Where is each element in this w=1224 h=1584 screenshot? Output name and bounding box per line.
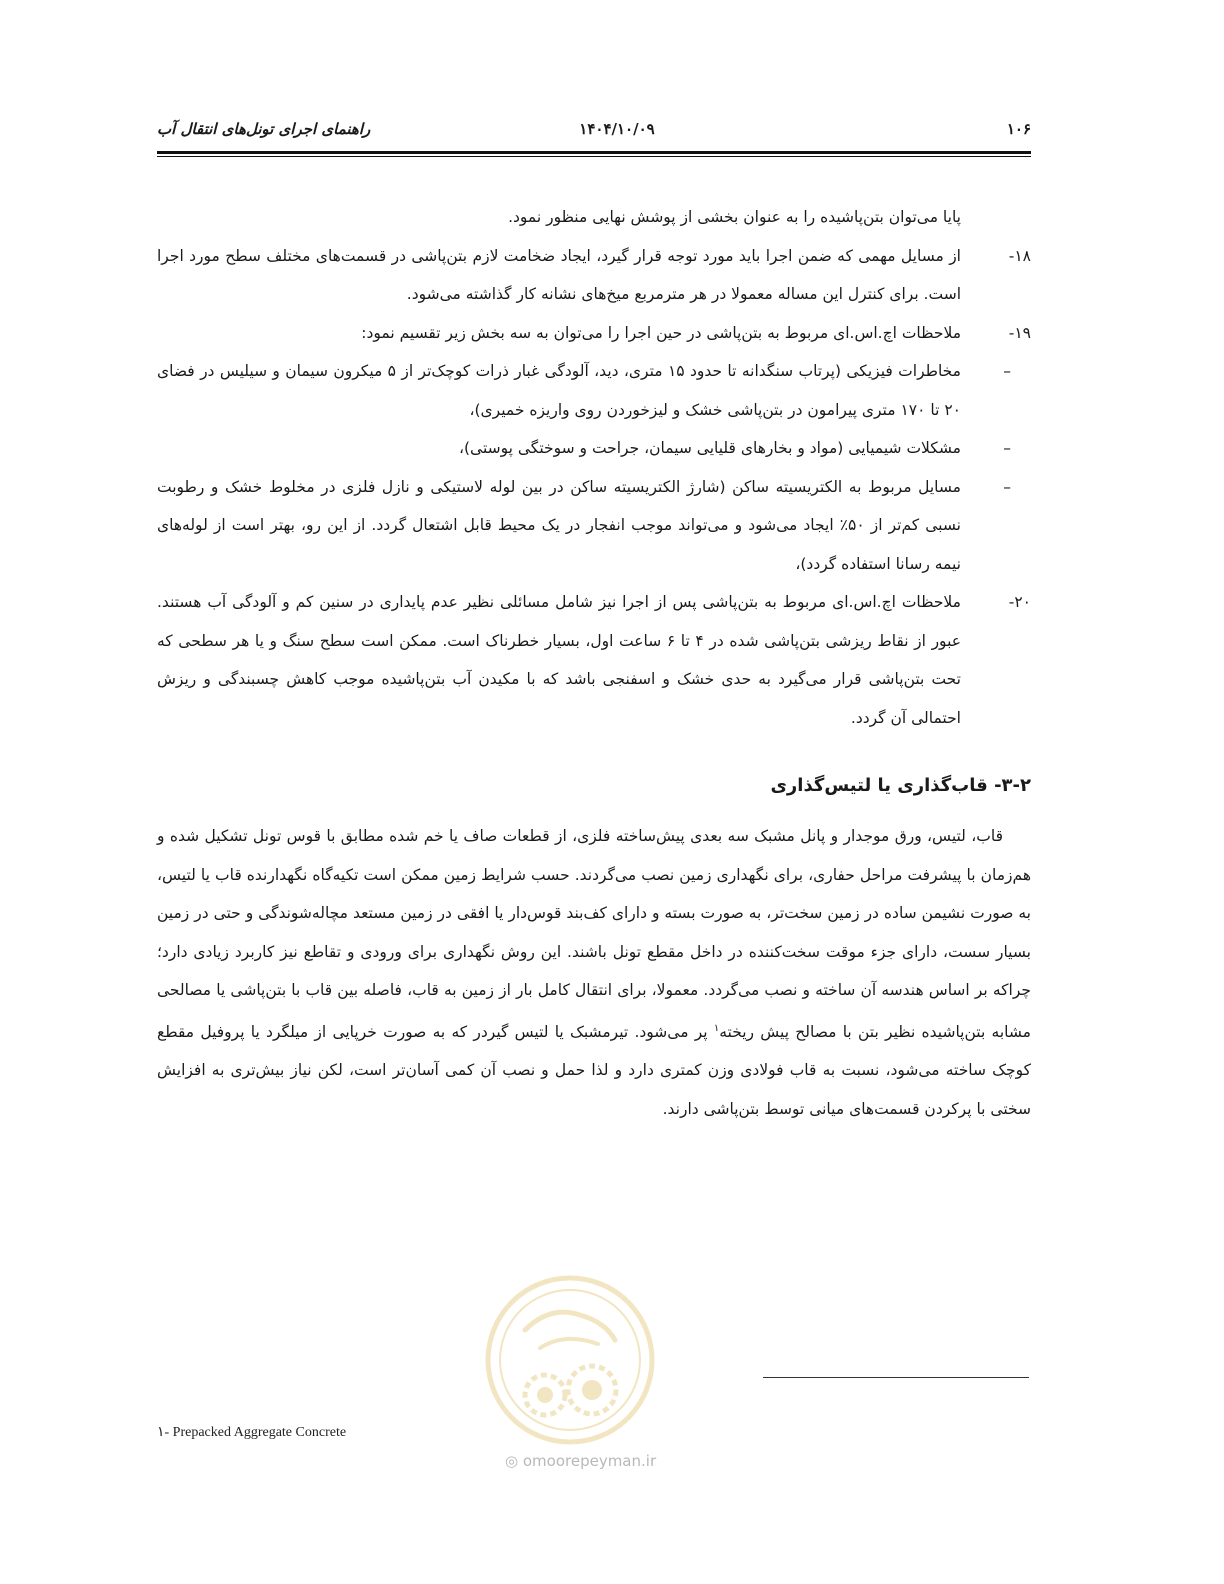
body-content <box>157 198 1031 1128</box>
section-heading: ۳-۲- قاب‌گذاری یا لتیس‌گذاری <box>770 775 1031 796</box>
paragraph-text: قاب، لتیس، ورق موجدار و پانل مشبک سه بعدی پیش‌ساخته فلزی، از قطعات صاف یا خم شده مطابق با قوس تونل تشکیل شده و هم‌زمان با پیشرفت مراحل حفاری، برای نگهداری زمین نصب می‌گردند. حسب شرایط زمین ممکن است تکیه‌گاه نگهدارنده قاب یا لتیس، به صورت نشیمن ساده در زمین سخت‌تر، به صورت بسته و دارای کف‌بند قوس‌دار یا افقی در زمین مستعد مچاله‌شوندگی و حتی در زمین بسیار سست، دارای جزء موقت سخت‌کننده در داخل مقطع تونل باشند. این روش نگهداری برای ورودی و تقاطع نیز کاربرد زیادی دارد؛ چراکه بر اساس هندسه آن ساخته و نصب می‌گردد. معمولا، برای انتقال کامل بار از زمین به قاب، فاصله بین قاب با بتن‌پاشی یا مصالحی مشابه بتن‌پاشیده نظیر بتن با مصالح پیش ریخته <box>157 827 1031 1041</box>
bullet-text: مخاطرات فیزیکی (پرتاب سنگدانه تا حدود ۱۵ متری، دید، آلودگی غبار ذرات کوچک‌تر از ۵ میکرون سیمان و سیلیس در فضای ۲۰ تا ۱۷۰ متری پیرامون در بتن‌پاشی خشک و لیزخوردن روی واریزه خمیری)، <box>157 362 961 419</box>
watermark-url: ◎ omoorepeyman.ir <box>505 1452 657 1470</box>
item-text: ملاحظات اچ.اس.ای مربوط به بتن‌پاشی در حین اجرا را می‌توان به سه بخش زیر تقسیم نمود: <box>361 323 961 342</box>
header-date: ۱۴۰۴/۱۰/۰۹ <box>579 120 655 138</box>
continuation-text: پایا می‌توان بتن‌پاشیده را به عنوان بخشی از پوشش نهایی منظور نمود. <box>508 208 961 226</box>
bullet-text: مسایل مربوط به الکتریسیته ساکن (شارژ الکتریسیته ساکن در بین لوله لاستیکی و نازل فلزی در مخلوط خشک و رطوبت نسبی کم‌تر از ۵۰٪ ایجاد می‌شود و می‌تواند موجب انفجار در یک محیط قابل اشتعال گردد. از این رو، بهتر است از لوله‌های نیمه رسانا استفاده گردد)، <box>157 477 961 573</box>
bullet-item <box>157 352 1031 429</box>
list-item <box>157 314 1031 353</box>
bullet-item <box>157 429 1031 468</box>
item-number: ۱۹- <box>1008 323 1031 342</box>
bullet-item <box>157 468 1031 584</box>
dash-bullet: – <box>1003 477 1011 496</box>
bullet-text: مشکلات شیمیایی (مواد و بخارهای قلیایی سیمان، جراحت و سوختگی پوستی)، <box>459 439 961 457</box>
dash-bullet: – <box>1003 439 1011 457</box>
footnote: ۱- Prepacked Aggregate Concrete <box>157 1425 347 1440</box>
header-rule-thin <box>157 156 1031 157</box>
item-number: ۲۰- <box>1008 593 1031 611</box>
book-title: راهنمای اجرای تونل‌های انتقال آب <box>157 120 371 138</box>
item-number: ۱۸- <box>1008 246 1031 265</box>
header-rule-thick <box>157 151 1031 154</box>
section-paragraph <box>157 817 1031 1128</box>
footnote-ref[interactable]: ۱ <box>713 1022 720 1034</box>
page-number: ۱۰۶ <box>1006 120 1031 138</box>
watermark-logo-icon <box>480 1270 660 1450</box>
footnote-separator <box>763 1377 1029 1378</box>
list-item <box>157 237 1031 314</box>
dash-bullet: – <box>1003 362 1011 380</box>
page-header <box>157 118 1031 144</box>
item-text: از مسایل مهمی که ضمن اجرا باید مورد توجه قرار گیرد، ایجاد ضخامت لازم بتن‌پاشی در قسمت‌های مختلف سطح مورد اجرا است. برای کنترل این مساله معمولا در هر مترمربع میخ‌های نشانه کار گذاشته می‌شود. <box>157 246 961 303</box>
list-item <box>157 583 1031 737</box>
paragraph-text: پر می‌شود. تیرمشبک یا لتیس گیردر که به صورت خرپایی از میلگرد یا پروفیل مقطع کوچک ساخته می‌شود، نسبت به قاب فولادی وزن کمتری دارد و لذا حمل و نصب آن کمی آسان‌تر است، لکن نیاز بیش‌تری به افزایش سختی با پرکردن قسمت‌های میانی توسط بتن‌پاشی دارند. <box>157 1022 1031 1118</box>
item-text: ملاحظات اچ.اس.ای مربوط به بتن‌پاشی پس از اجرا نیز شامل مسائلی نظیر عدم پایداری در سنین کم و آلودگی آب هستند. عبور از نقاط ریزشی بتن‌پاشی شده در ۴ تا ۶ ساعت اول، بسیار خطرناک است. ممکن است سطح سنگ و یا هر سطحی که تحت بتن‌پاشی قرار می‌گیرد به حدی خشک و اسفنجی باشد که با مکیدن آب بتن‌پاشیده موجب کاهش چسبندگی و ریزش احتمالی آن گردد. <box>157 593 961 727</box>
